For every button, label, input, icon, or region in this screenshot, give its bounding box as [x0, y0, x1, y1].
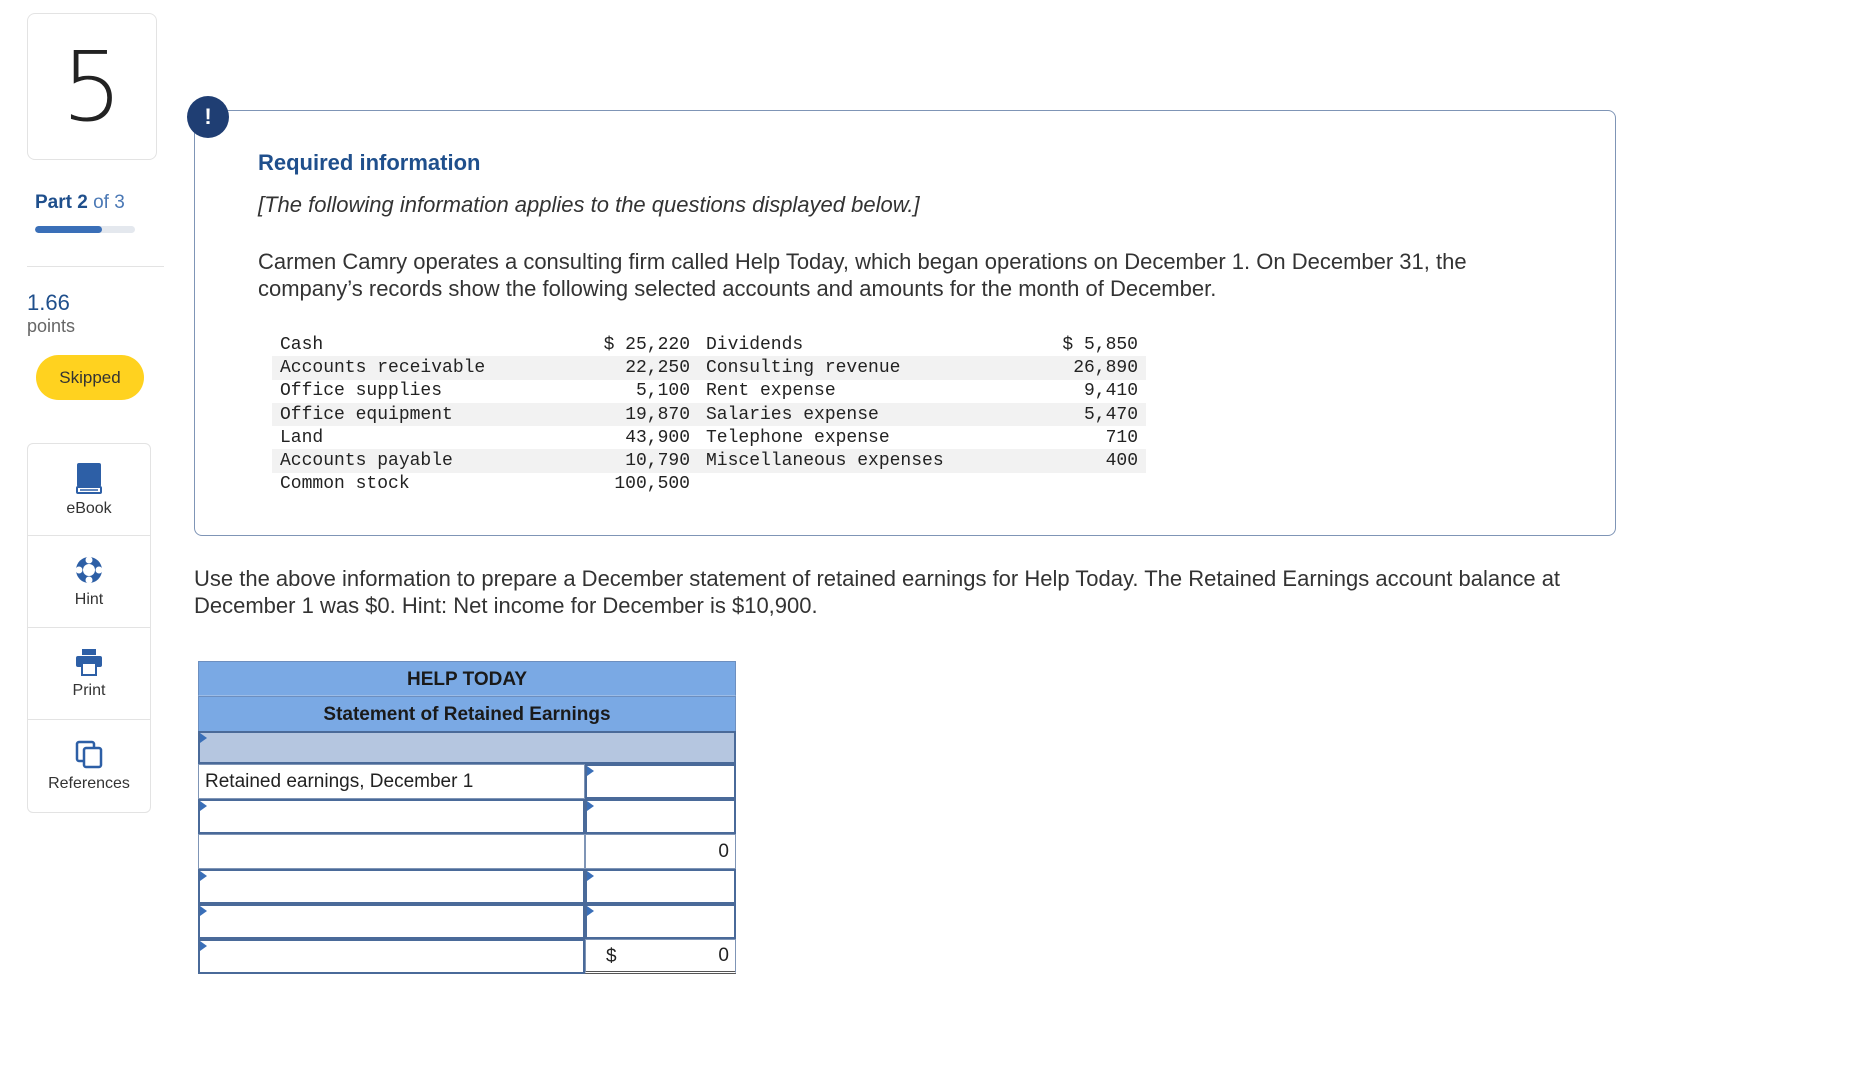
worksheet-row: [198, 939, 736, 974]
account-name: Dividends: [706, 334, 804, 355]
account-amount: $ 25,220: [603, 334, 690, 355]
account-amount: 22,250: [570, 356, 698, 379]
account-amount: 9,410: [1083, 381, 1138, 402]
account-amount: 710: [1105, 427, 1138, 448]
label-input[interactable]: [198, 799, 585, 834]
amount-input[interactable]: [585, 799, 736, 834]
dropdown-marker-icon: [587, 906, 594, 916]
part-total: of 3: [93, 192, 125, 213]
table-row: [272, 356, 1146, 379]
worksheet-row: [198, 764, 736, 799]
references-label: References: [48, 775, 130, 792]
label-input[interactable]: [198, 904, 585, 939]
copy-icon: [74, 739, 104, 769]
worksheet-row: [198, 834, 736, 869]
account-name: Land: [280, 427, 324, 448]
dropdown-marker-icon: [200, 941, 207, 951]
total-value: 0: [718, 944, 729, 966]
accounts-table: [272, 333, 1146, 496]
account-amount: 26,890: [1028, 356, 1146, 379]
table-row: [272, 473, 1146, 496]
table-row: [272, 403, 1146, 426]
hint-label: Hint: [74, 590, 104, 608]
ebook-label: eBook: [66, 499, 112, 517]
row-label: Retained earnings, December 1: [198, 764, 585, 799]
printer-icon: [74, 648, 104, 676]
dollar-sign: $: [606, 946, 617, 967]
dropdown-marker-icon: [587, 766, 594, 776]
lifebuoy-icon: [74, 555, 104, 585]
question-number: 5: [61, 30, 123, 143]
dropdown-marker-icon: [587, 871, 594, 881]
account-name: Consulting revenue: [698, 356, 1028, 379]
account-amount: 5,100: [635, 381, 690, 402]
part-indicator: [35, 192, 125, 214]
book-icon: [74, 462, 104, 494]
rail-divider: [27, 266, 164, 267]
account-name: Cash: [280, 334, 324, 355]
dropdown-marker-icon: [587, 801, 594, 811]
worksheet-row: [198, 904, 736, 939]
account-name: Rent expense: [706, 381, 836, 402]
dropdown-marker-icon: [200, 733, 207, 743]
dropdown-marker-icon: [200, 906, 207, 916]
worksheet-row: [198, 869, 736, 904]
total-amount: [585, 939, 736, 974]
account-name: Common stock: [280, 474, 410, 495]
account-name: Telephone expense: [706, 427, 890, 448]
account-name: Office equipment: [272, 403, 570, 426]
account-amount: 10,790: [570, 449, 698, 472]
dropdown-marker-icon: [200, 801, 207, 811]
points-label: points: [27, 316, 76, 336]
account-name: Office supplies: [280, 381, 443, 402]
tools-panel: [27, 443, 151, 813]
label-input[interactable]: [198, 869, 585, 904]
account-name: [698, 473, 1028, 496]
account-amount: 5,470: [1028, 403, 1146, 426]
table-row: [272, 380, 1146, 403]
print-button[interactable]: [28, 628, 150, 720]
part-progress-fill: [35, 226, 102, 233]
required-info-subtitle: [The following information applies to the questions displayed below.]: [258, 192, 920, 217]
part-progress-bar: [35, 226, 135, 233]
part-current: 2: [77, 192, 88, 213]
ebook-button[interactable]: [28, 444, 150, 536]
account-amount: 43,900: [625, 427, 690, 448]
account-amount: 400: [1028, 449, 1146, 472]
amount-input[interactable]: [585, 869, 736, 904]
account-name: Accounts receivable: [272, 356, 570, 379]
subtotal-amount: 0: [585, 834, 736, 869]
table-row: [272, 333, 1146, 356]
references-button[interactable]: [28, 720, 150, 812]
label-input[interactable]: [198, 939, 585, 974]
retained-earnings-worksheet: [198, 661, 736, 974]
dropdown-marker-icon: [200, 871, 207, 881]
account-name: Accounts payable: [272, 449, 570, 472]
worksheet-row: [198, 799, 736, 834]
account-amount: $ 5,850: [1062, 334, 1138, 355]
status-badge: Skipped: [36, 355, 144, 400]
alert-icon: !: [187, 96, 229, 138]
account-amount: [1028, 473, 1146, 496]
required-info-body: Carmen Camry operates a consulting firm called Help Today, which began operations on December 1. On December 31, the company’s records show the following selected accounts and amounts for the month of December.: [258, 249, 1467, 301]
hint-button[interactable]: [28, 536, 150, 628]
table-row: [272, 426, 1146, 449]
account-amount: 100,500: [614, 474, 690, 495]
table-row: [272, 449, 1146, 472]
worksheet-company-name: HELP TODAY: [198, 661, 736, 696]
account-amount: 19,870: [570, 403, 698, 426]
worksheet-date-input[interactable]: [198, 731, 736, 764]
amount-input[interactable]: [585, 764, 736, 799]
required-info-title: Required information: [258, 150, 481, 175]
account-name: Miscellaneous expenses: [698, 449, 1028, 472]
question-instructions: Use the above information to prepare a December statement of retained earnings for Help Today. The Retained Earnings account balance at December 1 was $0. Hint: Net income for December is $10,900.: [194, 566, 1561, 618]
amount-input[interactable]: [585, 904, 736, 939]
part-label: Part: [35, 192, 72, 213]
question-number-card: [27, 13, 157, 160]
row-label: [198, 834, 585, 869]
worksheet-statement-title: Statement of Retained Earnings: [198, 696, 736, 731]
points-value: 1.66: [27, 290, 70, 315]
print-label: Print: [72, 681, 106, 699]
account-name: Salaries expense: [698, 403, 1028, 426]
